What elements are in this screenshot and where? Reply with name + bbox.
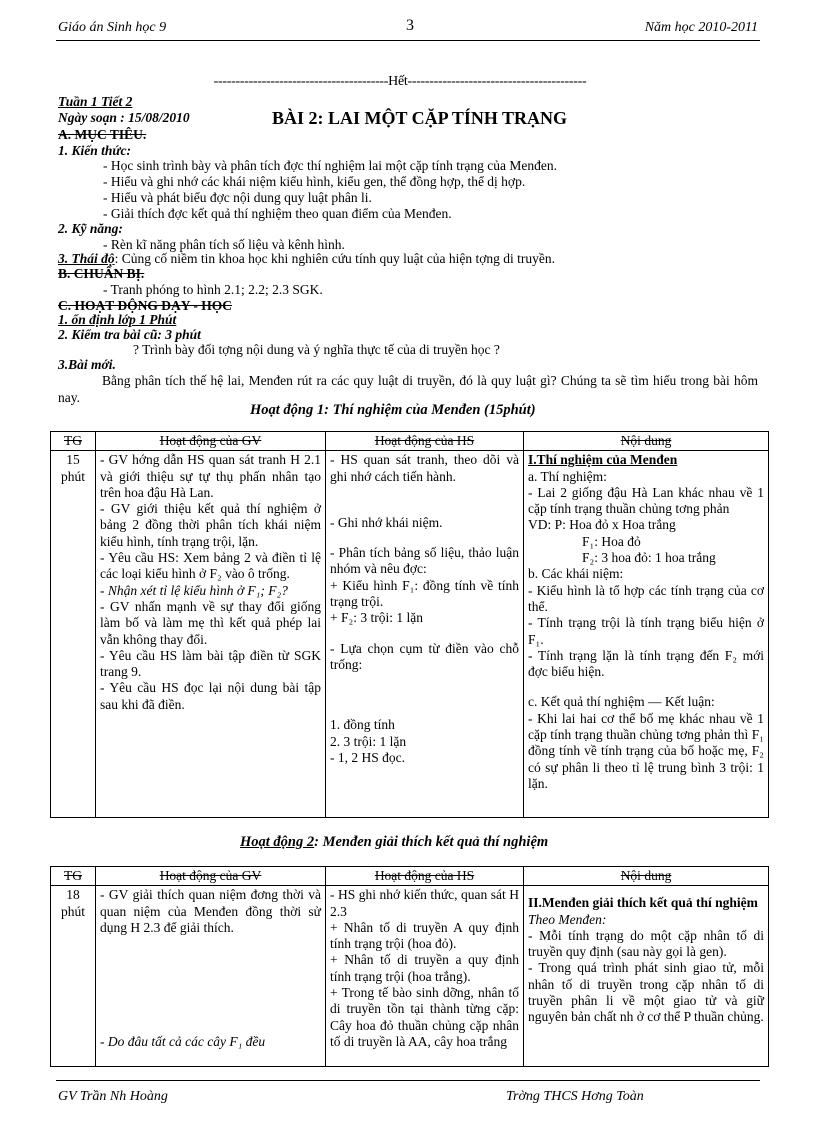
- col-hs: Hoạt động của HS: [326, 867, 524, 886]
- section-a2-heading: 2. Kỹ năng:: [58, 221, 123, 236]
- activity2-title-label: Hoạt động 2: [240, 834, 315, 850]
- activity2-title: [240, 834, 548, 850]
- table-header-row: [51, 867, 769, 886]
- col-tg: TG: [51, 867, 96, 886]
- c2-question: ? Trình bày đối tợng nội dung và ý nghĩa thực tế của di truyền học ?: [133, 342, 500, 357]
- footer-school: Trờng THCS Hơng Toàn: [506, 1089, 644, 1104]
- col-nd: Nội dung: [524, 867, 769, 886]
- c2-heading: 2. Kiểm tra bài cũ: 3 phút: [58, 327, 201, 342]
- a1-item: - Học sinh trình bày và phân tích đợc thí nghiệm lai một cặp tính trạng của Menđen.: [103, 158, 558, 173]
- intro-paragraph: Bằng phân tích thế hệ lai, Menđen rút ra các quy luật di truyền, đó là quy luật gì? Chúng ta sẽ tìm hiểu trong bài hôm nay.: [58, 373, 758, 405]
- footer-teacher: GV Trần Nh Hoàng: [58, 1089, 168, 1104]
- table-row: [51, 886, 769, 1067]
- a1-item: - Giải thích đợc kết quả thí nghiệm theo quan điểm của Menđen.: [103, 206, 452, 221]
- section-a3: [58, 251, 555, 267]
- lesson-title: BÀI 2: LAI MỘT CẶP TÍNH TRẠNG: [272, 108, 568, 128]
- page-footer: [56, 1080, 760, 1111]
- tg-cell: 18 phút: [51, 886, 96, 1067]
- nd-cell: I.Thí nghiệm của Menđen a. Thí nghiệm: - Lai 2 giống đậu Hà Lan khác nhau về 1 cặp tính trạng thuần chủng tơng phản VD: P: Hoa đỏ x Hoa trắng F₁: Hoa đỏ F₂: 3 hoa đỏ: 1 hoa trắng b. Các khái niệm: - Kiểu hình là tổ hợp các tính trạng của cơ thể. - Tính trạng trội là tính trạng biểu hiện ở F₁. - Tính trạng lặn là tính trạng đến F₂ mới đợc biểu hiện. c. Kết quả thí nghiệm — Kết luận: - Khi lai hai cơ thể bố mẹ khác nhau về 1 cặp tính trạng thuần chủng tơng phản thì F₁ đồng tính về tính trạng của bố hoặc mẹ, F₂ có sự phân li theo tỉ lệ trung bình 3 trội: 1 lặn.: [524, 451, 769, 818]
- hs-cell: - HS ghi nhớ kiến thức, quan sát H 2.3 + Nhân tố di truyền A quy định tính trạng trội (hoa đỏ). + Nhân tố di truyền a quy định tính trạng trội (hoa trắng). + Trong tế bào sinh dỡng, nhân tố di truyền tồn tại thành từng cặp: Cây hoa đỏ thuần chủng cặp nhân tố di truyền là AA, cây hoa trắng: [326, 886, 524, 1067]
- gv-cell: - GV hớng dẫn HS quan sát tranh H 2.1 và giới thiệu sự tự thụ phấn nhân tạo trên hoa đậu Hà Lan. - GV giới thiệu kết quả thí nghiệm ở bảng 2 đồng thời phân tích khái niệm kiểu hình, tính trạng trội, lặn. - Yêu cầu HS: Xem bảng 2 và điền tỉ lệ các loại kiểu hình ở F₂ vào ô trống. - Nhận xét tỉ lệ kiểu hình ở F₁; F₂? - GV nhấn mạnh về sự thay đổi giống làm bố và làm mẹ thì kết quả phép lai vẫn không thay đổi. - Yêu cầu HS làm bài tập điền từ SGK trang 9. - Yêu cầu HS đọc lại nội dung bài tập sau khi đã điền.: [96, 451, 326, 818]
- nd-cell: II.Menđen giải thích kết quả thí nghiệm Theo Menđen: - Mỗi tính trạng do một cặp nhân tố di truyền quy định (sau này gọi là gen). - Trong quá trình phát sinh giao tử, mỗi nhân tố di truyền trong cặp nhân tố di truyền phân li về một giao tử và giữ nguyên bản chất nh ở cơ thể P thuần chủng.: [524, 886, 769, 1067]
- a2-item: - Rèn kĩ năng phân tích số liệu và kênh hình.: [103, 237, 345, 252]
- week-label: Tuần 1 Tiết 2: [58, 94, 133, 109]
- col-tg: TG: [51, 432, 96, 451]
- page-header: [56, 18, 760, 41]
- col-hs: Hoạt động của HS: [326, 432, 524, 451]
- section-c-heading: C. HOẠT ĐỘNG DẠY - HỌC: [58, 298, 233, 313]
- date-label: Ngày soạn : 15/08/2010: [58, 110, 190, 125]
- table-row: [51, 451, 769, 818]
- end-separator: ----------------------------------------Hết-----------------------------------------: [213, 74, 587, 89]
- page-number: 3: [406, 17, 414, 34]
- c3-heading: 3.Bài mới.: [58, 357, 116, 372]
- section-a-heading: A. MỤC TIÊU.: [58, 127, 147, 142]
- c1-heading: 1. ổn định lớp 1 Phút: [58, 312, 177, 327]
- a3-text: : Củng cố niềm tin khoa học khi nghiên cứu tính quy luật của hiện tợng di truyền.: [114, 251, 556, 266]
- activity2-table: [50, 866, 769, 1067]
- gv-cell: - GV giải thích quan niệm đơng thời và quan niệm của Menđen đồng thời sử dụng H 2.3 để giải thích. - Do đâu tất cả các cây F₁ đều: [96, 886, 326, 1067]
- activity1-table: [50, 431, 769, 818]
- col-nd: Nội dung: [524, 432, 769, 451]
- table-header-row: [51, 432, 769, 451]
- header-subject: Giáo án Sinh học 9: [58, 20, 167, 35]
- tg-cell: 15 phút: [51, 451, 96, 818]
- hs-cell: - HS quan sát tranh, theo dõi và ghi nhớ cách tiến hành. - Ghi nhớ khái niệm. - Phân tích bảng số liệu, thảo luận nhóm và nêu đợc: + Kiểu hình F₁: đồng tính về tính trạng trội. + F₂: 3 trội: 1 lặn - Lựa chọn cụm từ điền vào chỗ trống: 1. đồng tính 2. 3 trội: 1 lặn - 1, 2 HS đọc.: [326, 451, 524, 818]
- col-gv: Hoạt động của GV: [96, 432, 326, 451]
- a1-item: - Hiểu và phát biểu đợc nội dung quy luật phân li.: [103, 190, 372, 205]
- header-year: Năm học 2010-2011: [644, 20, 758, 35]
- activity1-title: Hoạt động 1: Thí nghiệm của Menđen (15phút): [250, 402, 536, 418]
- activity2-title-text: : Menđen giải thích kết quả thí nghiệm: [314, 834, 549, 850]
- section-a1-heading: 1. Kiến thức:: [58, 143, 131, 158]
- a3-label: 3. Thái độ: [58, 251, 115, 266]
- section-b-heading: B. CHUẨN BỊ.: [58, 266, 145, 281]
- b-item: - Tranh phóng to hình 2.1; 2.2; 2.3 SGK.: [103, 282, 323, 297]
- a1-item: - Hiểu và ghi nhớ các khái niệm kiểu hình, kiểu gen, thể đồng hợp, thể dị hợp.: [103, 174, 526, 189]
- col-gv: Hoạt động của GV: [96, 867, 326, 886]
